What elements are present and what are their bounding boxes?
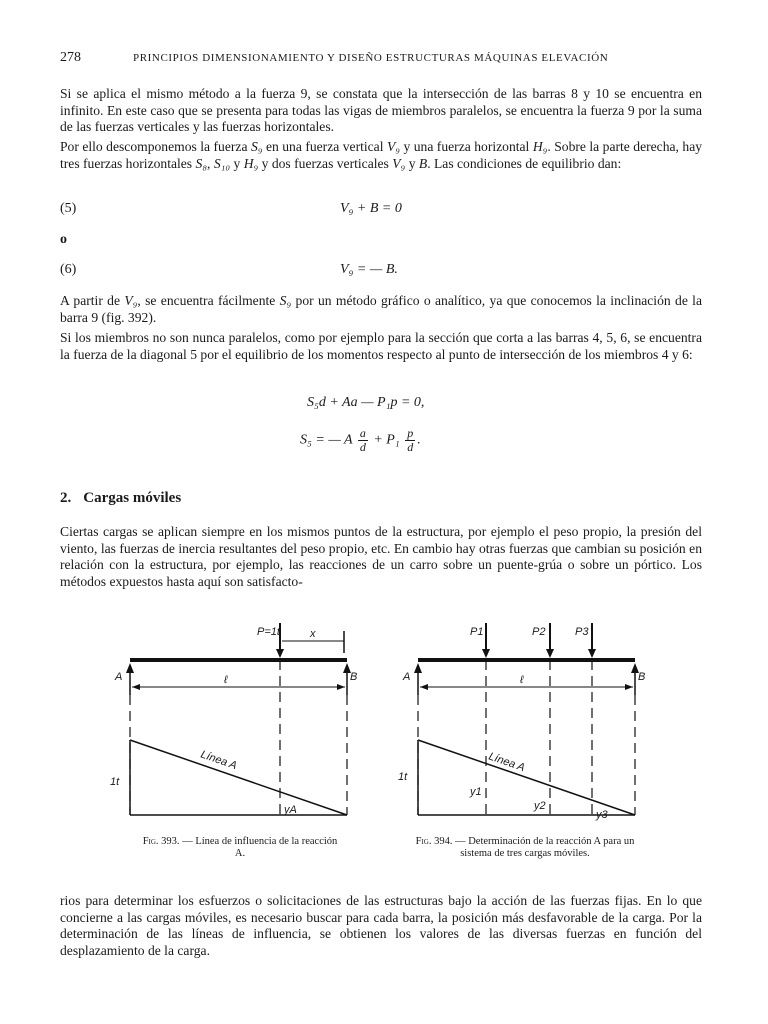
equation-8: [300, 427, 421, 454]
p2-text-g: . Las condiciones de equilibrio dan:: [427, 155, 622, 171]
p3-text-b: , se encuentra fácilmente: [137, 293, 276, 308]
p3-label-394: P3: [575, 626, 589, 638]
eq8-fraction-a-over-d: [358, 427, 368, 454]
eq8-end: .: [417, 432, 421, 448]
line-label-393: Línea A: [199, 748, 239, 773]
symbol-h9-2: H₉: [243, 155, 259, 171]
ya-label-393: yA: [284, 804, 297, 816]
load-arrowhead-393: [276, 649, 284, 658]
eq8-frac1-den: d: [359, 440, 366, 454]
label-b-393: B: [350, 671, 358, 683]
eq8-frac2-num: p: [407, 426, 414, 440]
span-label-394: ℓ: [520, 674, 524, 686]
section-title: Cargas móviles: [83, 490, 182, 506]
caption-394: [400, 836, 650, 860]
p2-text-d: . Sobre la parte derecha, hay tres fuerzas horizontales: [60, 139, 703, 171]
symbol-v9: V₉: [386, 139, 400, 154]
label-a-394: A: [403, 671, 411, 683]
p3-text-a: A partir de: [60, 293, 121, 308]
section-heading: [60, 490, 181, 507]
load-label-393: P=1t: [257, 626, 280, 638]
p2-text-e: y dos fuerzas verticales: [261, 155, 389, 171]
figure-394: [400, 615, 660, 830]
running-title: PRINCIPIOS DIMENSIONAMIENTO Y DISEÑO ESTRUCTURAS MÁQUINAS ELEVACIÓN: [133, 52, 609, 64]
section-number: 2.: [60, 490, 72, 506]
paragraph-2: Por ello descomponemos la fuerza S₉ en una fuerza vertical V₉ y una fuerza horizontal H₉. Sobre la parte derecha, hay tres fuerzas horizontales S₈, S₁₀ y H₉ y dos fuerzas verticales V₉ y B. Las condiciones de equilibrio dan:: [60, 139, 703, 171]
paragraph-5: Ciertas cargas se aplican siempre en los mismos puntos de la estructura, por ejemplo el peso propio, la presión del viento, las fuerzas de inercia resultantes del peso propio, etc. En cambio hay otras fuerzas que cambian su posición en relación con la estructura, por ejemplo, las reacciones de un carro sobre un puente-grúa o sobre un pórtico. Los métodos expuestos hasta aquí son satisfacto-: [60, 524, 702, 589]
symbol-s9: S₉: [250, 139, 263, 154]
caption-393-label: Fig. 393.: [142, 836, 180, 847]
equation-6: V₉ = — B.: [340, 262, 398, 277]
eq8-mid: + P₁: [373, 432, 400, 448]
eq6-label: (6): [60, 262, 77, 277]
p3-text-c: por un método gráfico o analítico, ya que conocemos la inclinación de la barra 9 (fig. 392).: [60, 293, 702, 325]
paragraph-4: Si los miembros no son nunca paralelos, como por ejemplo para la sección que corta a las barras 4, 5, 6, se encuentra la fuerza de la diagonal 5 por el equilibrio de los momentos respecto al punto de intersección de los miembros 4 y 6:: [60, 330, 702, 362]
figure-393: [110, 615, 360, 830]
eq5-label: (5): [60, 201, 77, 216]
label-a-393: A: [115, 671, 123, 683]
p2-text-b: en una fuerza vertical: [265, 139, 384, 154]
symbol-s8: S₈: [195, 155, 208, 171]
span-label-393: ℓ: [224, 674, 228, 686]
unit-label-394: 1t: [398, 771, 408, 783]
line-label-394: Línea A: [487, 750, 527, 775]
p1-label-394: P1: [470, 626, 484, 638]
symbol-s10: S₁₀: [213, 155, 231, 171]
unit-label-393: 1t: [110, 776, 120, 788]
paragraph-1: Si se aplica el mismo método a la fuerza 9, se constata que la intersección de las barras 8 y 10 se encuentra en infinito. En este caso que se presenta para todas las vigas de miembros paralelos, se encuentra la fuerza 9 por la suma de las fuerzas verticales y las fuerzas horizontales.: [60, 86, 702, 134]
p2-label-394: P2: [532, 626, 546, 638]
equation-5: V₉ + B = 0: [340, 201, 402, 216]
page-number: 278: [60, 50, 81, 65]
influence-line-393: [130, 740, 347, 815]
symbol-h9: H₉: [532, 139, 548, 154]
caption-394-text: — Determinación de la reacción A para un sistema de tres cargas móviles.: [455, 836, 635, 859]
influence-line-394: [418, 740, 635, 815]
p2-text-a: Por ello descomponemos la fuerza: [60, 139, 248, 154]
symbol-v9-3: V₉: [124, 293, 138, 308]
caption-393-text: — Línea de influencia de la reacción A.: [182, 836, 338, 859]
x-label-393: x: [310, 628, 316, 640]
or-word: o: [60, 232, 67, 247]
paragraph-6: rios para determinar los esfuerzos o solicitaciones de las estructuras bajo la acción de las fuerzas fijas. En lo que concierne a las cargas móviles, es necesario buscar para cada barra, la posición más desfavorable de la carga. Por la determinación de las líneas de influencia, se obtienen los valores de las diversas fuerzas en función del desplazamiento de la carga.: [60, 893, 702, 958]
eq8-lhs: S₅ = — A: [300, 432, 353, 448]
caption-393: [140, 836, 340, 860]
paragraph-3: [60, 293, 702, 326]
p2-text-c: y una fuerza horizontal: [403, 139, 530, 154]
p2-text-f: y: [408, 155, 416, 171]
y2-label-394: y2: [534, 800, 546, 812]
eq8-frac1-num: a: [359, 426, 366, 440]
symbol-b: B: [418, 155, 428, 171]
symbol-s9-2: S₉: [279, 293, 292, 308]
eq8-frac2-den: d: [407, 440, 414, 454]
y1-label-394: y1: [470, 786, 482, 798]
support-a-arrowhead-393: [126, 663, 134, 673]
y3-label-394: y3: [596, 809, 608, 821]
label-b-394: B: [638, 671, 646, 683]
caption-394-label: Fig. 394.: [415, 836, 453, 847]
eq8-fraction-p-over-d: [405, 427, 415, 454]
symbol-v9-2: V₉: [392, 155, 406, 171]
equation-7: S₅d + Aa — P₁p = 0,: [307, 395, 425, 410]
support-a-arrowhead-394: [414, 663, 422, 673]
